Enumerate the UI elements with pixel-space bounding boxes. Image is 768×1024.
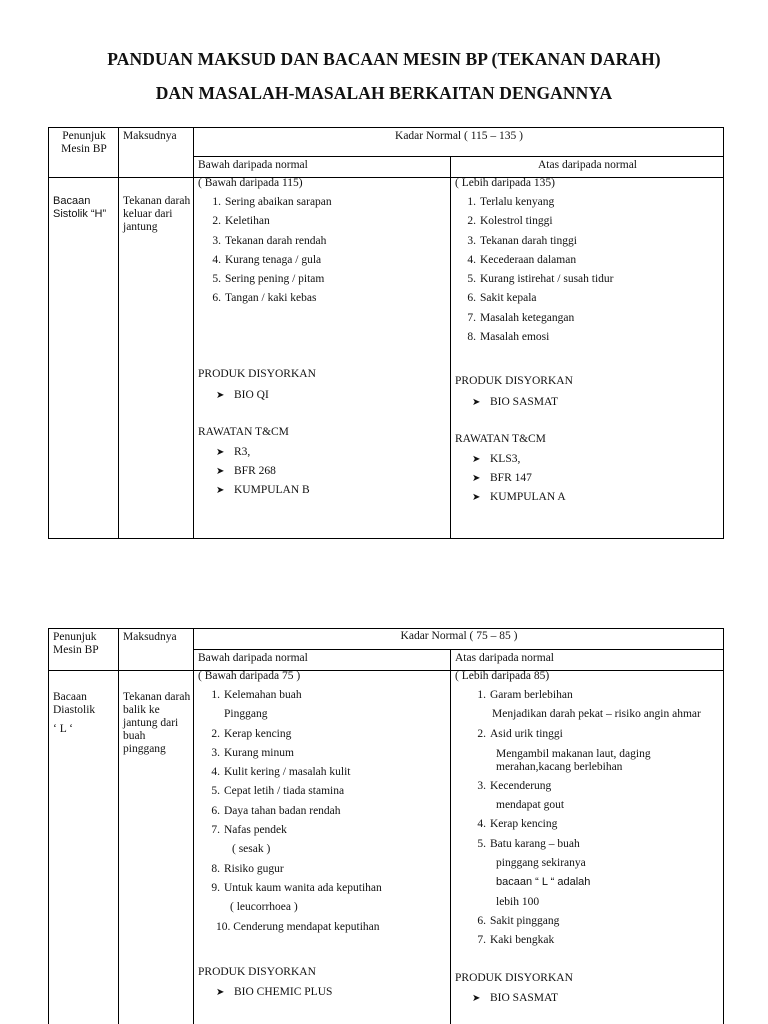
list-item: 1. Sering abaikan sarapan — [212, 196, 332, 208]
above-range: ( Lebih daripada 135) — [455, 177, 555, 189]
meaning-systolic: Tekanan darah keluar dari jantung — [123, 195, 191, 233]
list-item: 4. Kerap kencing — [477, 818, 558, 831]
arrow-bullet-icon: ➤ — [472, 993, 481, 1004]
header-normal-range: Kadar Normal ( 115 – 135 ) — [395, 130, 523, 142]
list-item-continuation: Menjadikan darah pekat – risiko angin ahmar — [492, 708, 701, 721]
row-divider — [49, 177, 723, 178]
list-item: 3. Kecenderung — [477, 779, 552, 792]
list-item-continuation: mendapat gout — [496, 799, 565, 812]
list-item: 6. Daya tahan badan rendah — [211, 804, 341, 817]
meaning-diastolic: Tekanan darah balik ke jantung dari buah pinggang — [123, 691, 191, 755]
list-item: ➤ BFR 147 — [472, 469, 566, 488]
list-item: 9. Untuk kaum wanita ada keputihan — [211, 881, 382, 894]
below-range: ( Bawah daripada 115) — [198, 177, 303, 189]
list-item: 4. Kulit kering / masalah kulit — [211, 766, 351, 779]
row-divider — [193, 156, 723, 157]
indicator-systolic: Bacaan Sistolik “H” — [53, 195, 107, 220]
list-item: 3. Kurang minum — [211, 746, 294, 759]
list-item-continuation: lebih 100 — [496, 895, 540, 908]
list-item: ➤ BIO SASMAT — [472, 989, 558, 1008]
document-title-line-1: PANDUAN MAKSUD DAN BACAAN MESIN BP (TEKANAN DARAH) — [107, 49, 661, 69]
list-item: 5. Cepat letih / tiada stamina — [211, 785, 345, 798]
above-product-label: PRODUK DISYORKAN — [455, 972, 573, 984]
list-item: 10. Cenderung mendapat keputihan — [216, 920, 380, 933]
list-item: 2. Kolestrol tinggi — [467, 215, 553, 228]
list-item: 1. Garam berlebihan — [477, 689, 573, 701]
list-item: 7. Kaki bengkak — [477, 934, 555, 947]
column-divider — [450, 649, 451, 1024]
list-item: 7. Masalah ketegangan — [467, 311, 575, 324]
header-below-normal: Bawah daripada normal — [198, 159, 308, 171]
list-item: 1. Terlalu kenyang — [467, 196, 555, 208]
list-item: ➤ BFR 268 — [216, 462, 310, 481]
list-item-continuation: merahan,kacang berlebihan — [496, 760, 623, 773]
list-item: 5. Batu karang – buah — [477, 837, 580, 850]
document-title-line-2: DAN MASALAH-MASALAH BERKAITAN DENGANNYA — [155, 83, 613, 103]
below-treatment-list — [216, 443, 310, 500]
list-item: ➤ BIO SASMAT — [472, 393, 558, 412]
below-symptom-list — [201, 193, 332, 309]
above-product-label: PRODUK DISYORKAN — [455, 375, 573, 387]
list-item-continuation: Mengambil makanan laut, daging — [496, 747, 651, 760]
indicator-diastolic: Bacaan Diastolik — [53, 691, 96, 716]
list-item: 5. Kurang istirehat / susah tidur — [467, 273, 614, 286]
header-meaning: Maksudnya — [123, 130, 177, 142]
arrow-bullet-icon: ➤ — [216, 466, 225, 477]
above-symptom-list — [466, 686, 701, 951]
row-divider — [193, 649, 723, 650]
column-divider — [193, 128, 194, 538]
list-item: 2. Keletihan — [212, 215, 270, 228]
arrow-bullet-icon: ➤ — [472, 473, 481, 484]
list-item: 7. Nafas pendek — [211, 824, 287, 837]
header-indicator: Penunjuk Mesin BP — [53, 631, 99, 656]
list-item: ➤ KLS3, — [472, 450, 566, 469]
list-item: 8. Risiko gugur — [211, 862, 284, 875]
header-above-normal: Atas daripada normal — [455, 652, 554, 664]
diastolic-table — [48, 628, 724, 1024]
list-item: 6. Sakit kepala — [467, 292, 537, 305]
above-range: ( Lebih daripada 85) — [455, 670, 550, 682]
below-range: ( Bawah daripada 75 ) — [198, 670, 301, 682]
column-divider — [450, 156, 451, 538]
systolic-table — [48, 127, 724, 539]
arrow-bullet-icon: ➤ — [472, 492, 481, 503]
list-item: 2. Asid urik tinggi — [477, 727, 563, 740]
list-item: ➤ KUMPULAN A — [472, 488, 566, 507]
below-treatment-label: RAWATAN T&CM — [198, 426, 289, 438]
list-item: ➤ BIO QI — [216, 386, 269, 405]
list-item: 2. Kerap kencing — [211, 727, 292, 740]
list-item-continuation: pinggang sekiranya — [496, 857, 586, 870]
list-item: 5. Sering pening / pitam — [212, 273, 325, 286]
arrow-bullet-icon: ➤ — [472, 454, 481, 465]
list-item: ➤ R3, — [216, 443, 310, 462]
arrow-bullet-icon: ➤ — [216, 390, 225, 401]
below-product-list — [216, 983, 332, 1002]
above-symptom-list — [456, 193, 614, 347]
column-divider — [118, 629, 119, 1024]
list-item: 6. Tangan / kaki kebas — [212, 292, 317, 305]
above-treatment-list — [472, 450, 566, 507]
list-item: 8. Masalah emosi — [467, 331, 550, 344]
below-product-label: PRODUK DISYORKAN — [198, 368, 316, 380]
list-item: 3. Tekanan darah tinggi — [467, 234, 577, 247]
list-item: 1. Kelemahan buah — [211, 689, 302, 701]
header-below-normal: Bawah daripada normal — [198, 652, 308, 664]
below-product-label: PRODUK DISYORKAN — [198, 966, 316, 978]
column-divider — [118, 128, 119, 538]
list-item-continuation: Pinggang — [224, 708, 268, 721]
header-above-normal: Atas daripada normal — [538, 159, 637, 171]
column-divider — [193, 629, 194, 1024]
list-item: 4. Kecederaan dalaman — [467, 253, 577, 266]
indicator-diastolic-code: ‘ L ‘ — [53, 723, 74, 735]
header-meaning: Maksudnya — [123, 631, 177, 643]
below-symptom-list — [200, 686, 382, 937]
list-item: 3. Tekanan darah rendah — [212, 234, 327, 247]
list-item-continuation: bacaan “ L “ adalah — [496, 876, 591, 889]
header-normal-range: Kadar Normal ( 75 – 85 ) — [400, 630, 518, 642]
list-item: ➤ BIO CHEMIC PLUS — [216, 983, 332, 1002]
above-product-list — [472, 393, 558, 412]
arrow-bullet-icon: ➤ — [216, 447, 225, 458]
list-item-continuation: ( leucorrhoea ) — [230, 901, 298, 914]
above-product-list — [472, 989, 558, 1008]
header-indicator: Penunjuk Mesin BP — [61, 130, 107, 155]
arrow-bullet-icon: ➤ — [472, 397, 481, 408]
list-item: ➤ KUMPULAN B — [216, 481, 310, 500]
below-product-list — [216, 386, 269, 405]
arrow-bullet-icon: ➤ — [216, 987, 225, 998]
row-divider — [49, 670, 723, 671]
list-item: 6. Sakit pinggang — [477, 914, 560, 927]
above-treatment-label: RAWATAN T&CM — [455, 433, 546, 445]
arrow-bullet-icon: ➤ — [216, 485, 225, 496]
list-item-continuation: ( sesak ) — [232, 843, 271, 856]
list-item: 4. Kurang tenaga / gula — [212, 253, 322, 266]
